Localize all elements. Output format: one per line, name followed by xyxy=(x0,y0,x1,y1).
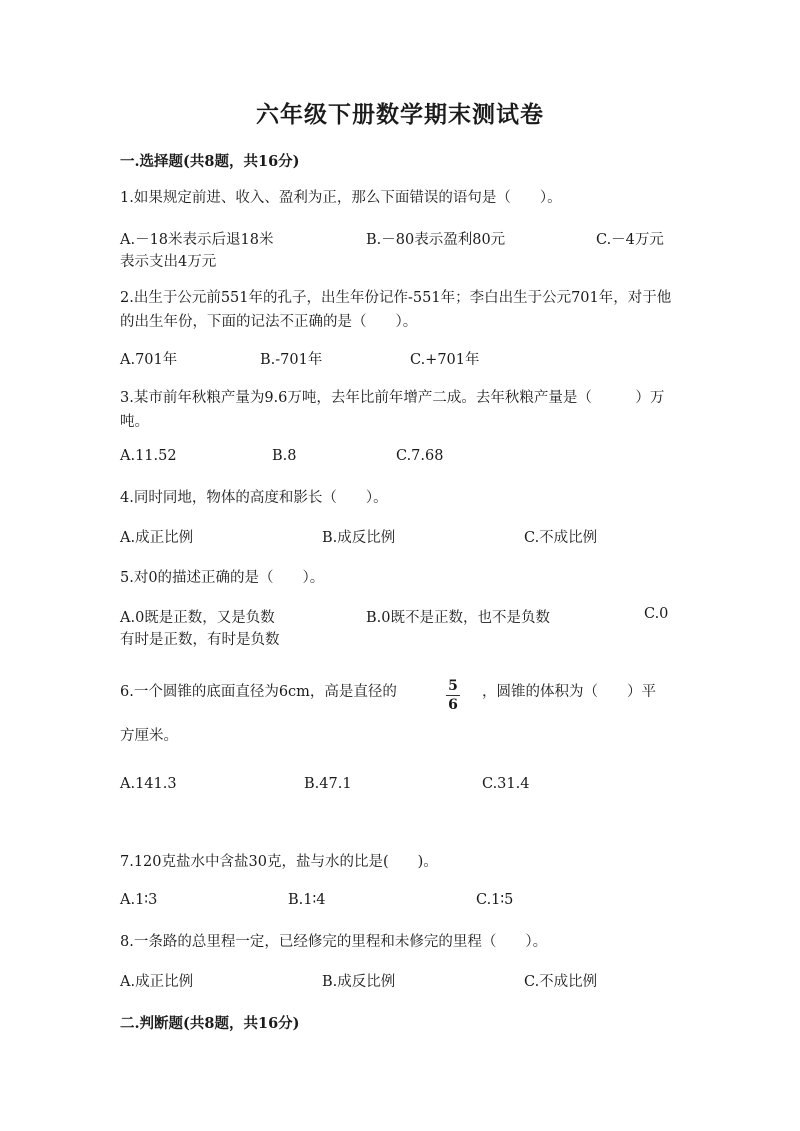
fraction-five-sixths xyxy=(446,678,460,713)
fraction-bar xyxy=(446,695,460,696)
option-a: A.成正比例 xyxy=(120,530,194,546)
options-row-4 xyxy=(120,526,680,550)
option-c: C.+701年 xyxy=(410,352,480,368)
question-6-text-after: ，圆锥的体积为（ ）平 xyxy=(482,684,656,700)
page-title: 六年级下册数学期末测试卷 xyxy=(256,101,544,128)
option-b: B.47.1 xyxy=(304,776,352,792)
question-7: 7.120克盐水中含盐30克，盐与水的比是( )。 xyxy=(120,854,438,870)
option-a: A.141.3 xyxy=(120,776,177,792)
option-b: B.0既不是正数，也不是负数 xyxy=(366,610,550,626)
question-8: 8.一条路的总里程一定，已经修完的里程和未修完的里程（ ）。 xyxy=(120,934,548,950)
options-row-3 xyxy=(120,448,680,472)
section-heading-judgment: 二.判断题(共8题，共16分) xyxy=(120,1015,300,1032)
options-row-6 xyxy=(120,776,680,800)
option-c-continued: 表示支出4万元 xyxy=(120,254,217,270)
question-2: 2.出生于公元前551年的孔子，出生年份记作-551年；李白出生于公元701年，对于他的出生年份，下面的记法不正确的是（ ）。 xyxy=(120,290,672,330)
option-b: B.成反比例 xyxy=(322,530,396,546)
options-row-8 xyxy=(120,970,680,994)
option-b: B.-701年 xyxy=(260,352,323,368)
question-3: 3.某市前年秋粮产量为9.6万吨，去年比前年增产二成。去年秋粮产量是（ ）万吨。 xyxy=(120,390,665,430)
option-a: A.701年 xyxy=(120,352,178,368)
option-b: B.1∶4 xyxy=(288,892,326,908)
option-c: C.不成比例 xyxy=(524,530,598,546)
options-row-1 xyxy=(120,228,680,252)
option-a: A.1∶3 xyxy=(120,892,158,908)
option-a: A.成正比例 xyxy=(120,974,194,990)
options-row-2 xyxy=(120,348,680,372)
option-b: B.－80表示盈利80元 xyxy=(366,232,506,248)
options-row-7 xyxy=(120,892,680,916)
option-c-continued: 有时是正数，有时是负数 xyxy=(120,632,280,648)
option-b: B.8 xyxy=(272,448,297,464)
fraction-denominator: 6 xyxy=(448,697,458,713)
fraction-numerator: 5 xyxy=(448,678,458,694)
option-a: A.0既是正数，又是负数 xyxy=(120,610,275,626)
option-c: C.1∶5 xyxy=(476,892,514,908)
question-6-continued: 方厘米。 xyxy=(120,728,178,744)
question-4: 4.同时同地，物体的高度和影长（ ）。 xyxy=(120,490,388,506)
option-c: C.－4万元 xyxy=(596,232,664,248)
option-a: A.11.52 xyxy=(120,448,177,464)
section-heading-choice: 一.选择题(共8题，共16分) xyxy=(120,153,300,170)
options-row-5 xyxy=(120,606,680,630)
question-1: 1.如果规定前进、收入、盈利为正，那么下面错误的语句是（ ）。 xyxy=(120,190,562,206)
option-b: B.成反比例 xyxy=(322,974,396,990)
option-a: A.－18米表示后退18米 xyxy=(120,232,274,248)
option-c: C.31.4 xyxy=(482,776,530,792)
question-5: 5.对0的描述正确的是（ ）。 xyxy=(120,570,325,586)
question-6-text-before: 6.一个圆锥的底面直径为6cm，高是直径的 xyxy=(120,684,397,700)
option-c: C.0 xyxy=(644,606,669,622)
option-c: C.不成比例 xyxy=(524,974,598,990)
option-c: C.7.68 xyxy=(396,448,444,464)
